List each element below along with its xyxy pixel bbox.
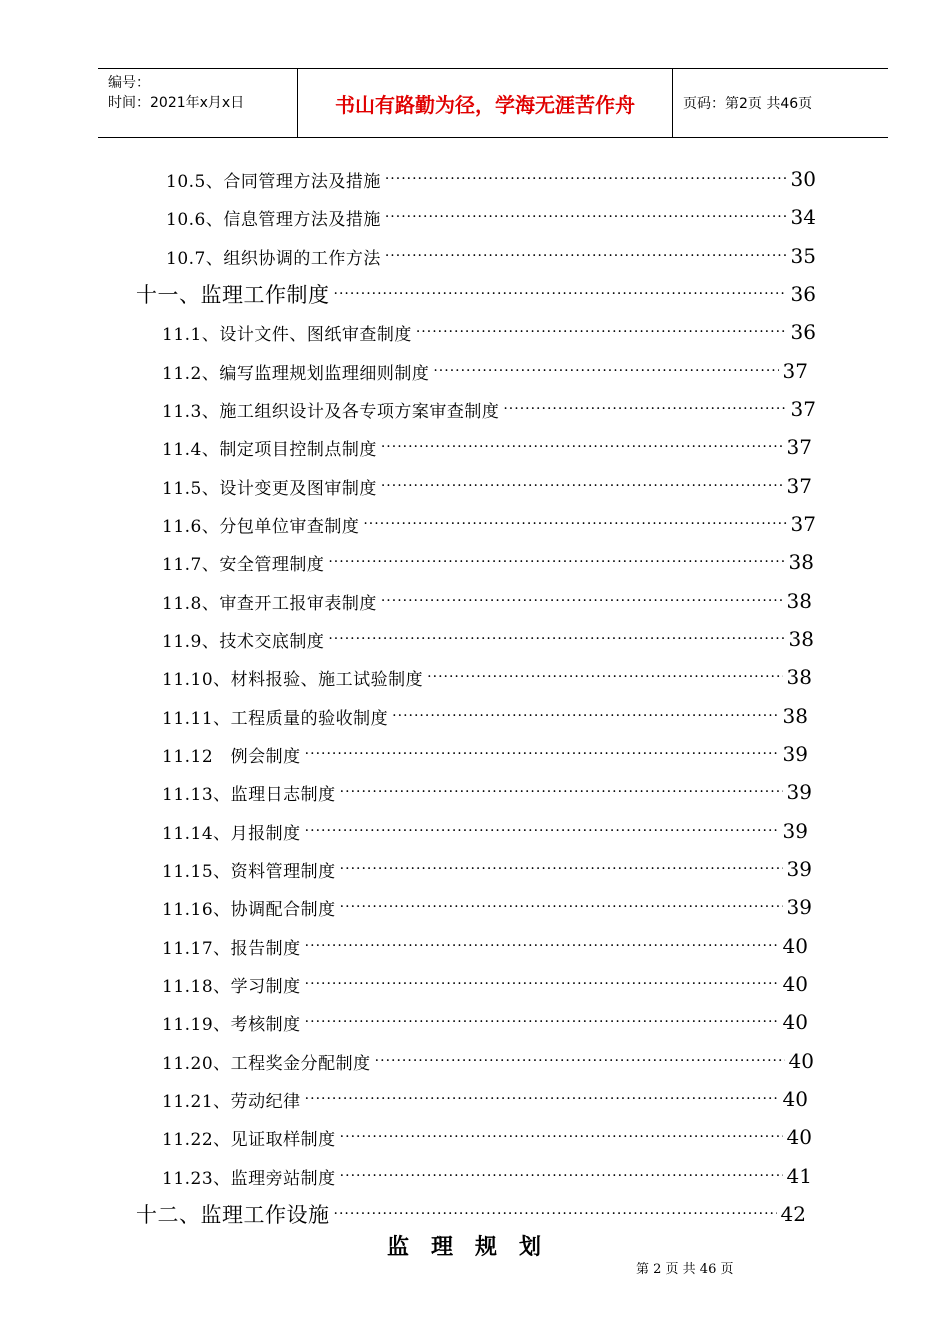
toc-entry-label: 11.15、资料管理制度 — [162, 861, 336, 882]
toc-entry-label: 11.12 例会制度 — [162, 746, 301, 767]
toc-entry-label: 11.9、技术交底制度 — [162, 631, 325, 652]
toc-entry-page: 39 — [782, 819, 808, 843]
toc-entry[interactable] — [162, 888, 812, 926]
toc-entry[interactable] — [166, 160, 816, 198]
toc-entry-label: 11.8、审查开工报审表制度 — [162, 593, 377, 614]
toc-entry-page: 38 — [786, 665, 812, 689]
toc-leader — [433, 361, 778, 381]
toc-leader — [340, 782, 783, 802]
toc-entry[interactable] — [162, 467, 812, 505]
toc-entry-label: 11.4、制定项目控制点制度 — [162, 439, 377, 460]
toc-leader — [416, 322, 787, 342]
toc-entry-label: 11.11、工程质量的验收制度 — [162, 708, 389, 729]
toc-entry[interactable] — [166, 198, 816, 236]
toc-entry-page: 38 — [786, 589, 812, 613]
toc-entry-label: 11.3、施工组织设计及各专项方案审查制度 — [162, 401, 500, 422]
toc-entry-page: 37 — [782, 359, 808, 383]
toc-entry[interactable] — [162, 390, 816, 428]
toc-leader — [392, 706, 778, 726]
toc-entry-label: 11.16、协调配合制度 — [162, 899, 336, 920]
toc-entry-page: 38 — [788, 627, 814, 651]
toc-entry[interactable] — [162, 735, 808, 773]
toc-entry[interactable] — [162, 313, 816, 351]
toc-entry-label: 11.23、监理旁站制度 — [162, 1168, 336, 1189]
toc-leader — [381, 591, 783, 611]
toc-leader — [305, 936, 779, 956]
toc-entry[interactable] — [136, 275, 816, 313]
toc-entry-page: 40 — [788, 1049, 814, 1073]
header-motto: 书山有路勤为径，学海无涯苦作舟 — [298, 69, 673, 137]
toc-entry-page: 37 — [786, 474, 812, 498]
time-label: 时间：2021年x月x日 — [108, 95, 245, 111]
toc-entry-page: 39 — [786, 895, 812, 919]
toc-leader — [427, 667, 782, 687]
toc-leader — [328, 629, 784, 649]
toc-entry[interactable] — [162, 543, 814, 581]
toc-leader — [305, 744, 779, 764]
toc-entry-label: 11.20、工程奖金分配制度 — [162, 1053, 371, 1074]
toc-entry[interactable] — [162, 428, 812, 466]
footer-document-title: 监理规划 — [386, 1235, 563, 1260]
toc-entry-page: 35 — [790, 244, 816, 268]
header-meta — [98, 69, 298, 137]
toc-entry-label: 11.13、监理日志制度 — [162, 784, 336, 805]
page-header — [98, 68, 888, 138]
toc-entry-label: 11.1、设计文件、图纸审查制度 — [162, 324, 412, 345]
toc-entry[interactable] — [166, 237, 816, 275]
toc-entry[interactable] — [162, 850, 812, 888]
toc-entry-label: 11.6、分包单位审查制度 — [162, 516, 360, 537]
toc-leader — [340, 1166, 783, 1186]
toc-leader — [363, 514, 786, 534]
toc-entry-page: 37 — [790, 512, 816, 536]
toc-entry-page: 39 — [786, 780, 812, 804]
toc-leader — [381, 437, 783, 457]
toc-entry-label: 11.22、见证取样制度 — [162, 1129, 336, 1150]
toc-entry-page: 42 — [780, 1202, 806, 1226]
toc-entry[interactable] — [162, 965, 808, 1003]
toc-entry[interactable] — [162, 812, 808, 850]
toc-leader — [328, 552, 784, 572]
toc-entry-page: 40 — [782, 1010, 808, 1034]
toc-entry-page: 37 — [786, 435, 812, 459]
toc-entry-label: 11.18、学习制度 — [162, 976, 301, 997]
toc-entry[interactable] — [162, 352, 808, 390]
toc-entry[interactable] — [162, 1003, 808, 1041]
toc-entry-page: 37 — [790, 397, 816, 421]
toc-entry[interactable] — [162, 773, 812, 811]
toc-entry[interactable] — [162, 620, 814, 658]
toc-leader — [305, 821, 779, 841]
toc-entry[interactable] — [162, 697, 808, 735]
toc-entry[interactable] — [162, 1118, 812, 1156]
code-label: 编号： — [108, 75, 150, 91]
toc-entry-page: 39 — [786, 857, 812, 881]
footer-page-number: 第 2 页 共 46 页 — [636, 1262, 734, 1277]
toc-leader — [385, 246, 787, 266]
toc-leader — [334, 284, 787, 304]
toc-entry-page: 38 — [788, 550, 814, 574]
toc-leader — [305, 1089, 779, 1109]
toc-entry[interactable] — [162, 582, 812, 620]
toc-leader — [340, 897, 783, 917]
toc-entry-label: 11.19、考核制度 — [162, 1014, 301, 1035]
toc-entry-page: 40 — [782, 934, 808, 958]
toc-entry-page: 34 — [790, 205, 816, 229]
toc-leader — [340, 859, 783, 879]
toc-entry-label: 11.7、安全管理制度 — [162, 554, 325, 575]
toc-entry-page: 39 — [782, 742, 808, 766]
toc-leader — [385, 169, 787, 189]
toc-entry-label: 10.5、合同管理方法及措施 — [166, 171, 381, 192]
toc-entry[interactable] — [162, 927, 808, 965]
toc-entry-page: 30 — [790, 167, 816, 191]
toc-entry-label: 十一、监理工作制度 — [136, 283, 330, 307]
toc-entry-page: 38 — [782, 704, 808, 728]
toc-leader — [305, 1012, 779, 1032]
toc-entry-label: 十二、监理工作设施 — [136, 1203, 330, 1227]
header-page-info: 页码：第2页 共46页 — [683, 96, 813, 112]
toc-entry-page: 41 — [786, 1164, 812, 1188]
toc-entry-page: 40 — [782, 1087, 808, 1111]
toc-entry-label: 11.2、编写监理规划监理细则制度 — [162, 363, 430, 384]
toc-entry[interactable] — [162, 658, 812, 696]
toc-entry[interactable] — [162, 505, 816, 543]
toc-entry-page: 40 — [786, 1125, 812, 1149]
toc-leader — [503, 399, 786, 419]
toc-entry[interactable] — [136, 1195, 806, 1233]
toc-entry-label: 11.14、月报制度 — [162, 823, 301, 844]
toc-entry-page: 40 — [782, 972, 808, 996]
toc-entry[interactable] — [162, 1042, 814, 1080]
toc-entry-label: 11.10、材料报验、施工试验制度 — [162, 669, 424, 690]
toc-leader — [385, 207, 787, 227]
toc-entry[interactable] — [162, 1080, 808, 1118]
toc-entry-label: 10.7、组织协调的工作方法 — [166, 248, 381, 269]
toc-entry-label: 11.5、设计变更及图审制度 — [162, 478, 377, 499]
toc-leader — [340, 1127, 783, 1147]
toc-entry-label: 10.6、信息管理方法及措施 — [166, 209, 381, 230]
toc-entry-page: 36 — [790, 282, 816, 306]
toc-leader — [375, 1051, 785, 1071]
toc-leader — [305, 974, 779, 994]
toc-entry-page: 36 — [790, 320, 816, 344]
toc-leader — [381, 476, 783, 496]
toc-entry[interactable] — [162, 1157, 812, 1195]
toc-entry-label: 11.21、劳动纪律 — [162, 1091, 301, 1112]
toc-leader — [334, 1204, 777, 1224]
toc-entry-label: 11.17、报告制度 — [162, 938, 301, 959]
